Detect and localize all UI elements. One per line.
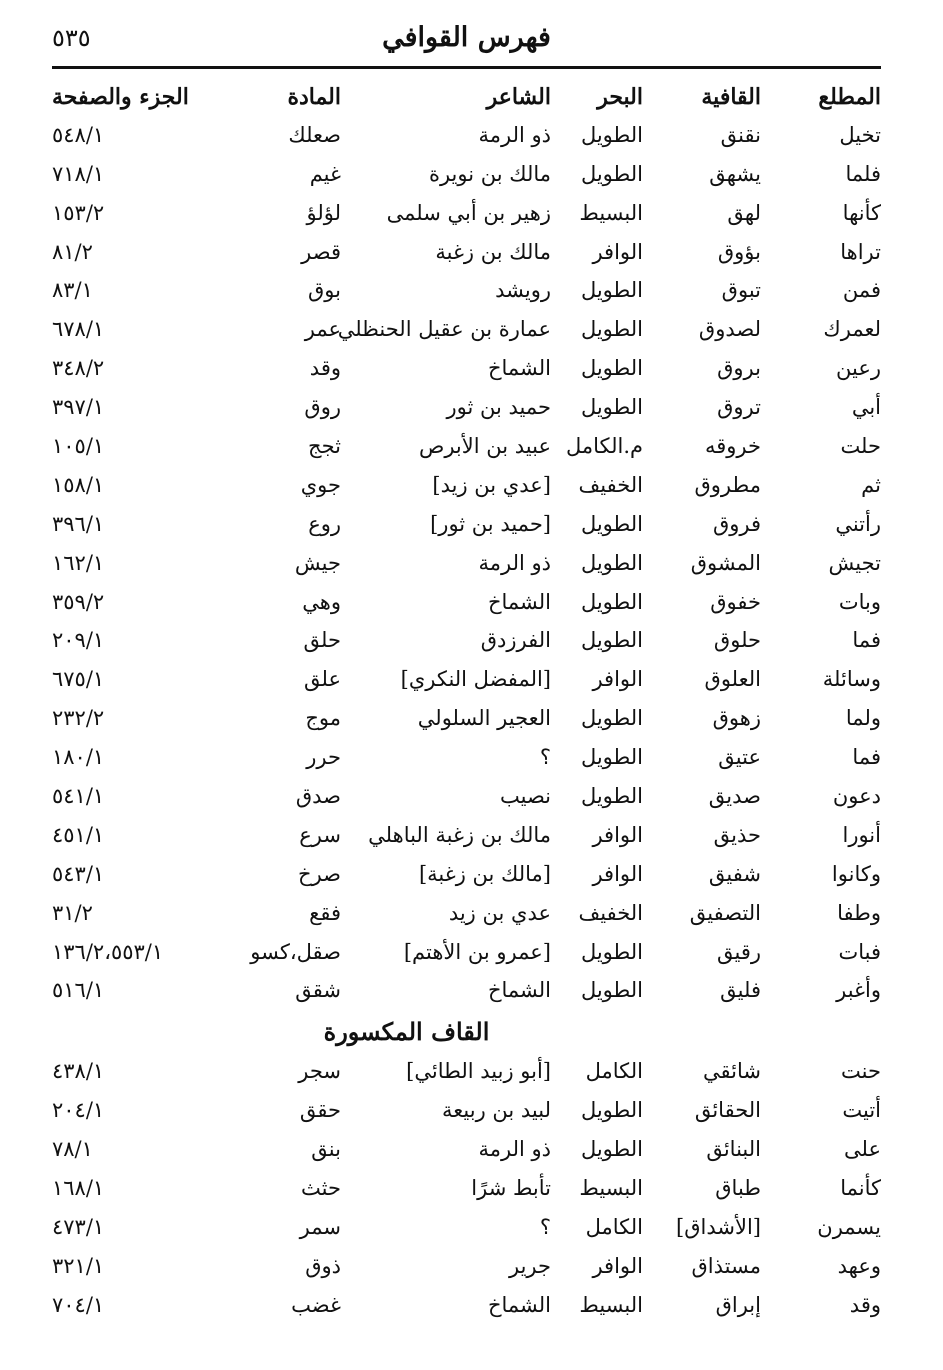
cell-bahr: الخفيف (578, 900, 643, 925)
table-row (52, 1172, 881, 1211)
cell-madda: صدق (295, 784, 341, 809)
cell-shaer: ؟ (539, 1214, 551, 1239)
table-row (52, 352, 881, 391)
rhymes-index-table (52, 80, 881, 1328)
cell-qafia: التصفيق (689, 900, 761, 925)
cell-madda: لؤلؤ (306, 200, 341, 225)
cell-madda: حثث (301, 1176, 341, 1201)
cell-matla: كأنها (842, 200, 881, 225)
cell-madda: حقق (299, 1098, 341, 1123)
cell-matla: لعمرك (823, 317, 881, 342)
table-row (52, 819, 881, 858)
cell-bahr: الطويل (580, 395, 643, 420)
cell-shaer: ؟ (539, 745, 551, 770)
cell-juz: ٥١٦/١ (52, 978, 105, 1003)
cell-shaer: زهير بن أبي سلمى (386, 200, 551, 225)
table-row (52, 624, 881, 663)
cell-juz: ١٥٣/٢ (52, 200, 105, 225)
cell-bahr: الوافر (592, 667, 643, 692)
cell-bahr: الوافر (592, 861, 643, 886)
cell-juz: ١٨٠/١ (52, 745, 105, 770)
cell-bahr: الكامل (585, 1214, 643, 1239)
cell-juz: ٧٨/١ (52, 1137, 93, 1162)
cell-juz: ٥٤١/١ (52, 784, 105, 809)
table-row (52, 313, 881, 352)
cell-shaer: لبيد بن ربيعة (442, 1098, 551, 1123)
cell-bahr: الطويل (580, 784, 643, 809)
cell-bahr: الطويل (580, 745, 643, 770)
cell-qafia: خفوق (710, 589, 761, 614)
cell-bahr: الخفيف (578, 472, 643, 497)
table-row (52, 197, 881, 236)
cell-qafia: لهق (727, 200, 761, 225)
table-row (52, 702, 881, 741)
cell-shaer: [المفضل النكري] (400, 667, 551, 692)
table-row (52, 391, 881, 430)
cell-bahr: الطويل (580, 317, 643, 342)
cell-matla: وأغبر (836, 978, 881, 1003)
cell-juz: ١٦٢/١ (52, 550, 105, 575)
cell-qafia: البنائق (706, 1137, 761, 1162)
cell-juz: ١٠٥/١ (52, 434, 105, 459)
cell-madda: حرر (306, 745, 341, 770)
cell-madda: وقد (309, 356, 341, 381)
header-bahr: البحر (597, 84, 643, 110)
cell-madda: ثجج (308, 434, 341, 459)
cell-qafia: نقنق (720, 122, 761, 147)
cell-matla: وسائلة (822, 667, 881, 692)
cell-shaer: [أبو زبيد الطائي] (406, 1059, 551, 1084)
section-heading (52, 1013, 881, 1055)
cell-matla: وعهد (837, 1253, 881, 1278)
cell-bahr: م.الكامل (565, 434, 643, 459)
table-row (52, 158, 881, 197)
cell-qafia: إبراق (715, 1292, 761, 1317)
page-title: فهرس القوافي (382, 22, 551, 53)
cell-qafia: فليق (720, 978, 761, 1003)
cell-qafia: مستذاق (691, 1253, 761, 1278)
cell-matla: على (844, 1137, 881, 1162)
cell-matla: أنورا (842, 822, 881, 847)
cell-matla: فمن (842, 278, 881, 303)
cell-matla: أبي (851, 395, 881, 420)
cell-madda: صعلك (288, 122, 341, 147)
cell-matla: تخيل (839, 122, 881, 147)
cell-juz: ٣٤٨/٢ (52, 356, 105, 381)
cell-shaer: عدي بن زيد (448, 900, 551, 925)
cell-juz: ٦٧٨/١ (52, 317, 105, 342)
table-row (52, 741, 881, 780)
cell-matla: وقد (849, 1292, 881, 1317)
cell-shaer: ذو الرمة (478, 1137, 551, 1162)
cell-madda: روق (304, 395, 341, 420)
table-row (52, 119, 881, 158)
cell-qafia: شائقي (703, 1059, 761, 1084)
table-row (52, 974, 881, 1013)
cell-juz: ٢٠٩/١ (52, 628, 105, 653)
cell-qafia: حذيق (713, 822, 761, 847)
cell-bahr: الطويل (580, 589, 643, 614)
table-row (52, 430, 881, 469)
table-row (52, 936, 881, 975)
cell-qafia: الحقائق (694, 1098, 761, 1123)
cell-madda: جوي (300, 472, 341, 497)
cell-juz: ٧٠٤/١ (52, 1292, 105, 1317)
cell-qafia: [الأشداق] (676, 1214, 761, 1239)
cell-bahr: البسيط (579, 200, 643, 225)
cell-shaer: [عدي بن زيد] (432, 472, 551, 497)
cell-matla: حنت (841, 1059, 881, 1084)
rows-group-a (52, 119, 881, 1013)
table-row (52, 508, 881, 547)
cell-madda: وهي (302, 589, 341, 614)
cell-shaer: نصيب (499, 784, 551, 809)
cell-bahr: الطويل (580, 1098, 643, 1123)
cell-matla: يسمرن (817, 1214, 881, 1239)
table-row (52, 469, 881, 508)
cell-qafia: شفيق (708, 861, 761, 886)
table-row (52, 236, 881, 275)
cell-matla: حلت (840, 434, 881, 459)
cell-shaer: مالك بن نويرة (428, 161, 551, 186)
page-header (52, 18, 881, 64)
header-madda: المادة (287, 84, 341, 110)
cell-qafia: المشوق (690, 550, 761, 575)
cell-juz: ١٥٨/١ (52, 472, 105, 497)
cell-bahr: البسيط (579, 1292, 643, 1317)
cell-madda: موج (305, 706, 341, 731)
cell-bahr: الطويل (580, 550, 643, 575)
table-row (52, 547, 881, 586)
table-row (52, 586, 881, 625)
table-row (52, 274, 881, 313)
cell-madda: عمر (304, 317, 341, 342)
cell-shaer: الشماخ (487, 1292, 551, 1317)
cell-matla: ولما (845, 706, 881, 731)
cell-shaer: عمارة بن عقيل الحنظلي (337, 317, 551, 342)
cell-madda: حلق (303, 628, 341, 653)
cell-qafia: عتيق (718, 745, 761, 770)
cell-madda: غيم (309, 161, 341, 186)
cell-bahr: الطويل (580, 706, 643, 731)
cell-qafia: مطروق (694, 472, 761, 497)
cell-juz: ١٣٦/٢،٥٥٣/١ (52, 939, 164, 964)
cell-madda: غضب (291, 1292, 341, 1317)
cell-bahr: الطويل (580, 356, 643, 381)
cell-matla: كأنما (840, 1176, 881, 1201)
table-row (52, 858, 881, 897)
cell-madda: سمر (299, 1214, 341, 1239)
table-row (52, 1250, 881, 1289)
cell-madda: علق (304, 667, 341, 692)
cell-shaer: الشماخ (487, 356, 551, 381)
cell-madda: صقل،كسو (250, 939, 341, 964)
cell-qafia: صديق (708, 784, 761, 809)
cell-juz: ٣٩٦/١ (52, 511, 105, 536)
cell-matla: وبات (838, 589, 881, 614)
page-number: ٥٣٥ (52, 24, 91, 52)
cell-matla: وطفا (837, 900, 881, 925)
cell-shaer: تأبط شرًا (471, 1176, 551, 1201)
rows-group-b (52, 1055, 881, 1327)
cell-shaer: [عمرو بن الأهتم] (403, 939, 551, 964)
cell-qafia: يشهق (709, 161, 761, 186)
table-row (52, 663, 881, 702)
cell-juz: ٨٣/١ (52, 278, 93, 303)
cell-madda: صرخ (298, 861, 341, 886)
cell-shaer: جرير (509, 1253, 551, 1278)
cell-madda: روع (308, 511, 341, 536)
cell-shaer: [مالك بن زغبة] (418, 861, 551, 886)
cell-matla: فما (852, 628, 881, 653)
cell-bahr: الطويل (580, 122, 643, 147)
cell-madda: بنق (311, 1137, 341, 1162)
cell-shaer: ذو الرمة (478, 122, 551, 147)
cell-juz: ٥٤٨/١ (52, 122, 105, 147)
header-rule (52, 66, 881, 69)
table-row (52, 1094, 881, 1133)
cell-bahr: الطويل (580, 939, 643, 964)
cell-bahr: الكامل (585, 1059, 643, 1084)
cell-madda: ذوق (305, 1253, 341, 1278)
cell-juz: ٦٧٥/١ (52, 667, 105, 692)
cell-qafia: خروقه (704, 434, 761, 459)
cell-bahr: الطويل (580, 161, 643, 186)
cell-madda: قصر (301, 239, 341, 264)
cell-bahr: الطويل (580, 278, 643, 303)
cell-qafia: فروق (712, 511, 761, 536)
cell-bahr: الوافر (592, 822, 643, 847)
cell-bahr: البسيط (579, 1176, 643, 1201)
cell-matla: أتيت (842, 1098, 881, 1123)
cell-matla: دعون (832, 784, 881, 809)
table-row (52, 1055, 881, 1094)
cell-matla: تراها (840, 239, 881, 264)
table-row (52, 1211, 881, 1250)
cell-matla: تجيش (828, 550, 881, 575)
cell-qafia: حلوق (713, 628, 761, 653)
table-header (52, 80, 881, 119)
cell-matla: رعين (836, 356, 881, 381)
cell-madda: فقع (309, 900, 341, 925)
header-qafia: القافية (701, 84, 761, 110)
cell-juz: ٣٩٧/١ (52, 395, 105, 420)
cell-shaer: الشماخ (487, 978, 551, 1003)
cell-juz: ٢٠٤/١ (52, 1098, 105, 1123)
section-title: القاف المكسورة (323, 1017, 490, 1047)
cell-qafia: تبوق (721, 278, 761, 303)
cell-matla: ثم (861, 472, 881, 497)
cell-juz: ٤٥١/١ (52, 822, 105, 847)
cell-qafia: زهوق (712, 706, 761, 731)
cell-matla: رأتني (835, 511, 881, 536)
header-juz: الجزء والصفحة (52, 84, 189, 110)
cell-qafia: العلوق (704, 667, 761, 692)
cell-shaer: ذو الرمة (478, 550, 551, 575)
table-row (52, 897, 881, 936)
cell-juz: ٨١/٢ (52, 239, 93, 264)
cell-juz: ٥٤٣/١ (52, 861, 105, 886)
cell-shaer: مالك بن زغبة الباهلي (368, 822, 551, 847)
table-row (52, 1133, 881, 1172)
header-shaer: الشاعر (486, 84, 551, 110)
cell-juz: ٣٢١/١ (52, 1253, 105, 1278)
cell-bahr: الطويل (580, 978, 643, 1003)
cell-bahr: الوافر (592, 239, 643, 264)
cell-qafia: لصدوق (698, 317, 761, 342)
cell-madda: سجر (298, 1059, 341, 1084)
cell-matla: فلما (845, 161, 881, 186)
cell-bahr: الطويل (580, 1137, 643, 1162)
cell-shaer: الشماخ (487, 589, 551, 614)
cell-shaer: العجير السلولي (417, 706, 551, 731)
cell-matla: وكانوا (831, 861, 881, 886)
header-matla: المطلع (818, 84, 881, 110)
cell-bahr: الوافر (592, 1253, 643, 1278)
cell-shaer: مالك بن زغبة (435, 239, 551, 264)
cell-qafia: طباق (715, 1176, 761, 1201)
cell-shaer: حميد بن ثور (446, 395, 551, 420)
cell-bahr: الطويل (580, 628, 643, 653)
cell-madda: شقق (295, 978, 341, 1003)
table-row (52, 780, 881, 819)
cell-shaer: عبيد بن الأبرص (418, 434, 551, 459)
cell-madda: بوق (308, 278, 341, 303)
cell-qafia: تروق (717, 395, 761, 420)
cell-shaer: رويشد (495, 278, 551, 303)
cell-juz: ٣٥٩/٢ (52, 589, 105, 614)
cell-qafia: رقيق (716, 939, 761, 964)
cell-qafia: بروق (717, 356, 761, 381)
cell-juz: ٧١٨/١ (52, 161, 105, 186)
cell-shaer: [حميد بن ثور] (430, 511, 551, 536)
cell-qafia: بؤوق (717, 239, 761, 264)
cell-bahr: الطويل (580, 511, 643, 536)
cell-shaer: الفرزدق (480, 628, 551, 653)
cell-matla: فبات (838, 939, 881, 964)
cell-juz: ١٦٨/١ (52, 1176, 105, 1201)
cell-juz: ٢٣٢/٢ (52, 706, 105, 731)
cell-juz: ٤٧٣/١ (52, 1214, 105, 1239)
cell-juz: ٣١/٢ (52, 900, 93, 925)
cell-juz: ٤٣٨/١ (52, 1059, 105, 1084)
cell-madda: سرع (299, 822, 341, 847)
table-row (52, 1289, 881, 1328)
cell-madda: جيش (294, 550, 341, 575)
cell-matla: فما (852, 745, 881, 770)
